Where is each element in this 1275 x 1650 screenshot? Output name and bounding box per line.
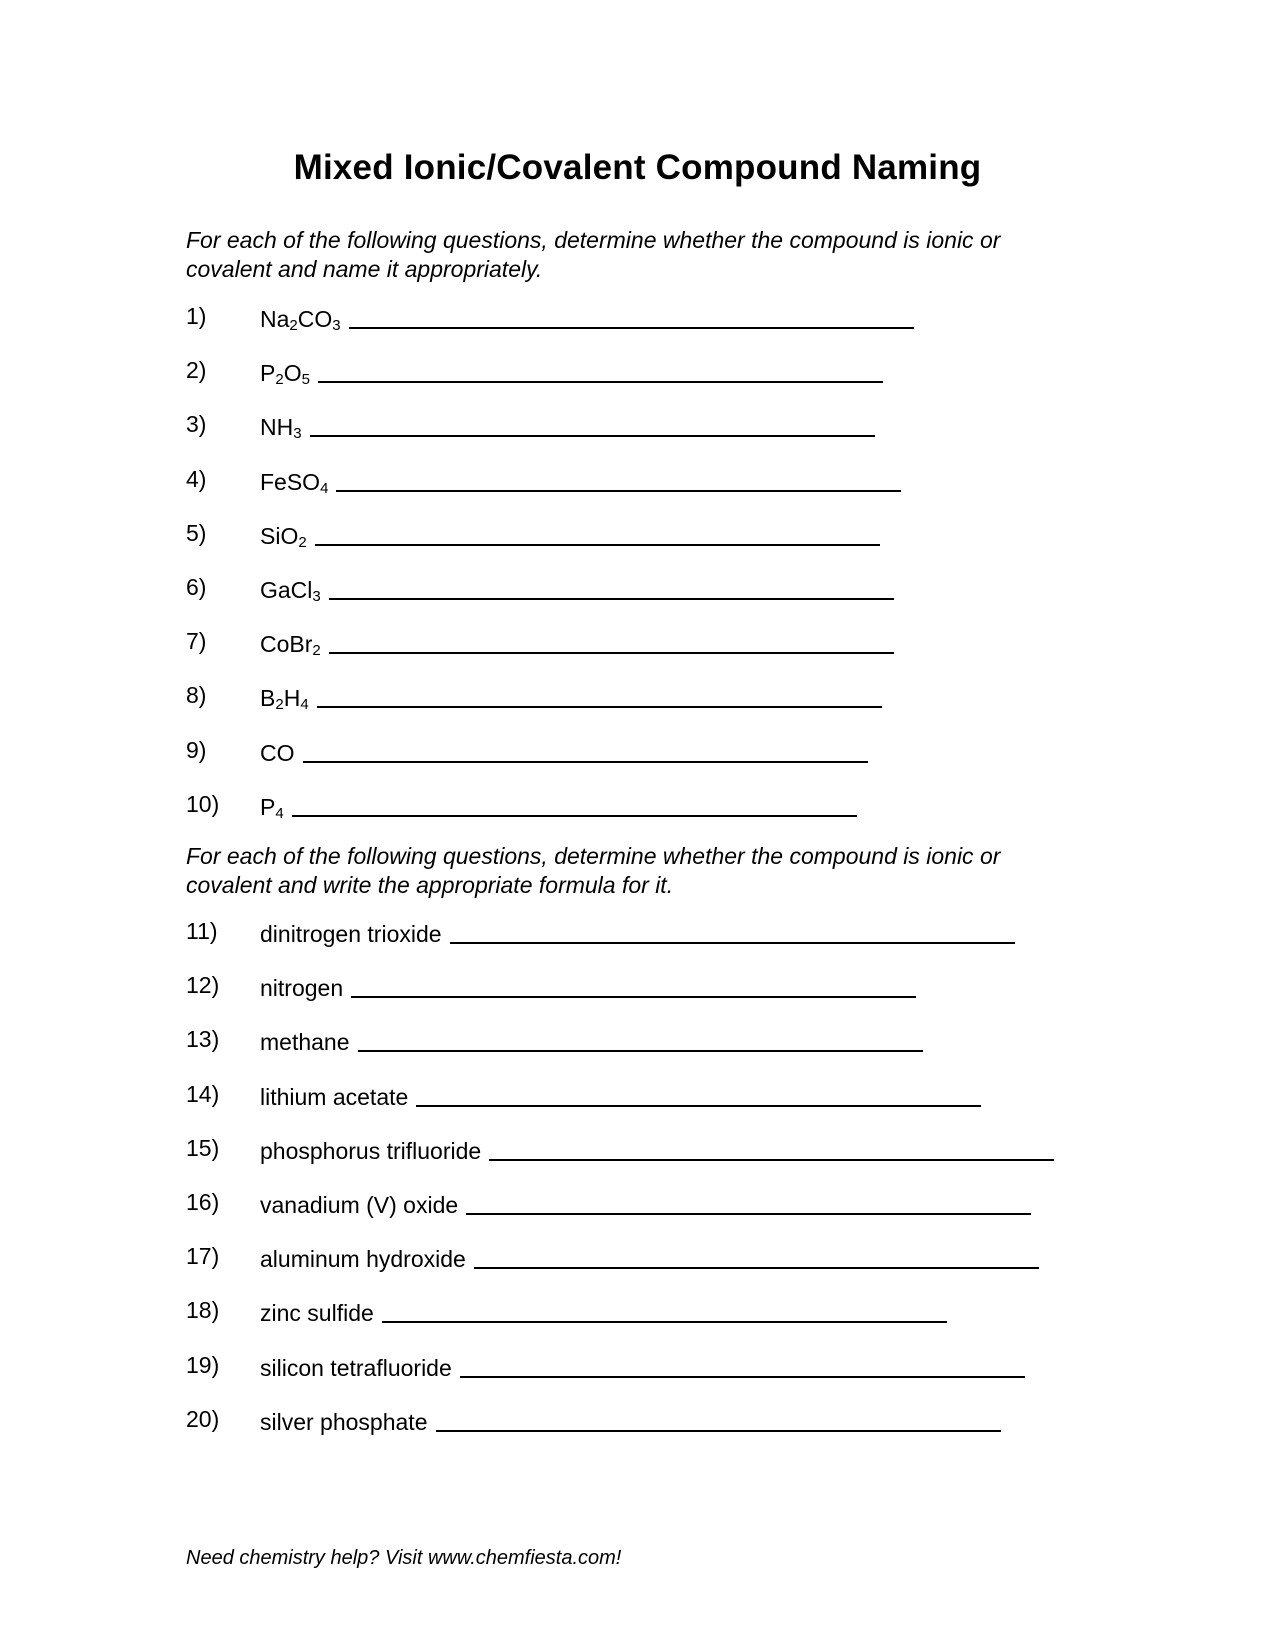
question-number: 3): [186, 411, 207, 438]
answer-blank[interactable]: [336, 466, 901, 492]
question-body: [260, 355, 883, 388]
question-body: [260, 1187, 1031, 1220]
question-number: 9): [186, 736, 207, 763]
question-label: phosphorus trifluoride: [260, 1137, 482, 1164]
question-number: 20): [186, 1405, 220, 1432]
answer-blank[interactable]: [351, 972, 916, 998]
answer-blank[interactable]: [317, 682, 882, 708]
question-body: [260, 1241, 1039, 1274]
answer-blank[interactable]: [466, 1189, 1031, 1215]
question-label: CoBr$_2$: [260, 631, 321, 660]
answer-blank[interactable]: [436, 1406, 1001, 1432]
question-body: [260, 1024, 923, 1057]
question-number: 1): [186, 303, 207, 329]
question-body: [260, 735, 868, 768]
question-label: FeSO$_4$: [260, 468, 329, 497]
question-number: 2): [186, 357, 207, 384]
question-number: 16): [186, 1189, 220, 1215]
question-body: [260, 626, 894, 659]
question-number: 4): [186, 465, 207, 492]
answer-blank[interactable]: [329, 628, 894, 654]
question-body: [260, 409, 875, 442]
question-body: [260, 680, 882, 713]
answer-blank[interactable]: [315, 520, 880, 546]
question-number: 12): [186, 972, 220, 999]
question-label: SiO$_2$: [260, 522, 307, 551]
question-body: [260, 301, 914, 334]
question-body: [260, 916, 1015, 949]
answer-blank[interactable]: [416, 1081, 981, 1107]
question-number: 6): [186, 574, 207, 600]
question-label: $P_2O_5$: [260, 360, 310, 389]
question-label: $NH_3$: [260, 414, 302, 443]
section1-instructions: For each of the following questions, determine whether the compound is ionic or covalent and name it appropriately.: [186, 227, 1001, 282]
question-body: [260, 1079, 981, 1112]
question-label: silicon tetrafluoride: [260, 1354, 452, 1381]
question-body: [260, 464, 901, 497]
question-number: 11): [186, 918, 218, 944]
answer-blank[interactable]: [349, 303, 914, 329]
question-label: nitrogen: [260, 975, 344, 1002]
footer-note: Need chemistry help? Visit www.chemfiesta.com!: [186, 1547, 622, 1569]
question-label: $Na_2CO_3$: [260, 306, 341, 334]
question-number: 5): [186, 519, 207, 546]
question-label: silver phosphate: [260, 1408, 428, 1435]
question-number: 18): [186, 1297, 220, 1324]
question-label: CO: [260, 739, 295, 766]
question-body: [260, 518, 880, 551]
answer-blank[interactable]: [474, 1243, 1039, 1269]
question-body: [260, 1404, 1001, 1437]
question-label: $P_4$: [260, 793, 284, 822]
question-label: aluminum hydroxide: [260, 1246, 466, 1273]
page-title: Mixed Ionic/Covalent Compound Naming: [293, 148, 982, 187]
answer-blank[interactable]: [460, 1352, 1025, 1378]
question-body: [260, 1295, 947, 1328]
answer-blank[interactable]: [382, 1297, 947, 1323]
question-number: 15): [186, 1134, 220, 1161]
question-label: $B_2H_4$: [260, 685, 309, 714]
question-number: 14): [186, 1080, 220, 1107]
question-body: [260, 970, 916, 1003]
question-label: GaCl$_3$: [260, 577, 321, 605]
answer-blank[interactable]: [303, 737, 868, 763]
answer-blank[interactable]: [358, 1026, 923, 1052]
question-body: [260, 1133, 1054, 1166]
question-label: zinc sulfide: [260, 1300, 374, 1327]
section2-instructions: For each of the following questions, determine whether the compound is ionic or covalent and write the appropriate formula for it.: [186, 843, 1001, 898]
answer-blank[interactable]: [489, 1135, 1054, 1161]
question-label: lithium acetate: [260, 1083, 409, 1110]
question-number: 13): [186, 1026, 220, 1053]
question-label: dinitrogen trioxide: [260, 921, 442, 947]
answer-blank[interactable]: [292, 791, 857, 817]
question-body: [260, 572, 894, 605]
question-number: 10): [186, 790, 220, 817]
question-number: 8): [186, 682, 207, 709]
question-body: [260, 789, 857, 822]
question-label: vanadium (V) oxide: [260, 1192, 459, 1218]
answer-blank[interactable]: [310, 411, 875, 437]
answer-blank[interactable]: [329, 574, 894, 600]
answer-blank[interactable]: [450, 918, 1015, 944]
question-number: 17): [186, 1243, 220, 1270]
question-number: 19): [186, 1351, 220, 1378]
question-label: methane: [260, 1029, 350, 1056]
question-body: [260, 1350, 1025, 1383]
question-number: 7): [186, 628, 207, 655]
answer-blank[interactable]: [318, 357, 883, 383]
